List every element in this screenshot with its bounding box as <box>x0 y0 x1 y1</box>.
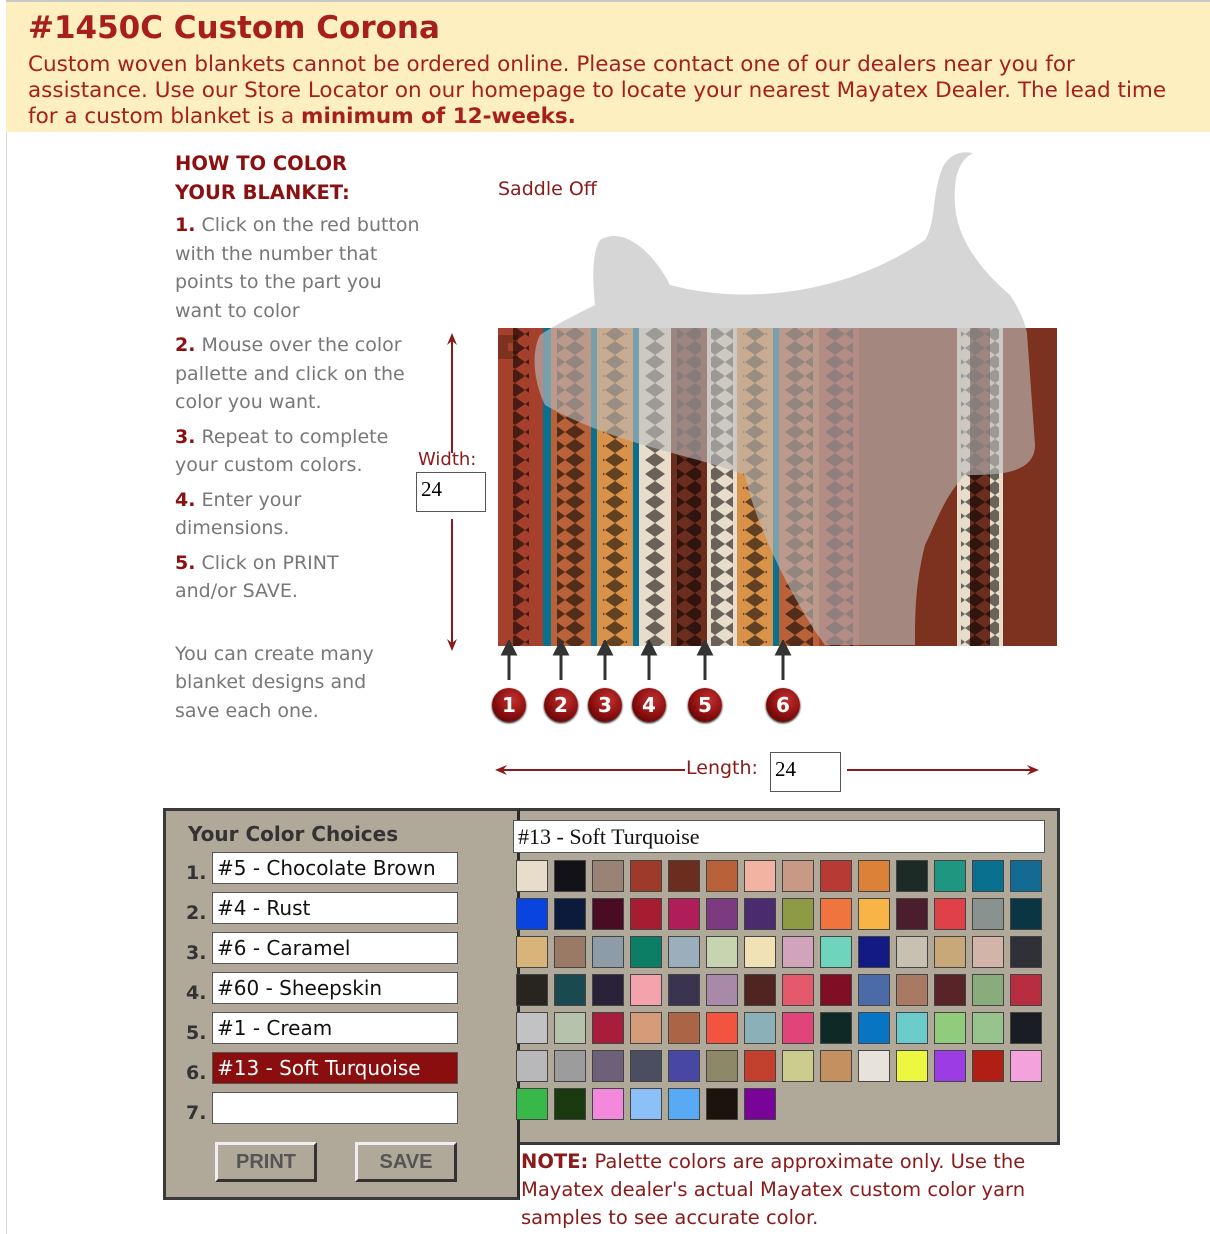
color-choice-2[interactable]: #4 - Rust <box>212 892 458 924</box>
color-swatch[interactable] <box>706 974 738 1006</box>
color-swatch[interactable] <box>516 898 548 930</box>
color-swatch[interactable] <box>592 1050 624 1082</box>
color-swatch[interactable] <box>668 1012 700 1044</box>
lead-time-emphasis: minimum of 12-weeks. <box>301 104 576 129</box>
color-swatch[interactable] <box>744 936 776 968</box>
save-hint: You can create many blanket designs and save each one. <box>175 642 374 722</box>
color-swatch[interactable] <box>668 1050 700 1082</box>
color-swatch[interactable] <box>706 898 738 930</box>
color-choice-5[interactable]: #1 - Cream <box>212 1012 458 1044</box>
color-swatch[interactable] <box>1010 936 1042 968</box>
color-swatch[interactable] <box>782 1050 814 1082</box>
color-swatch[interactable] <box>782 936 814 968</box>
color-swatch[interactable] <box>516 936 548 968</box>
color-swatch[interactable] <box>1010 974 1042 1006</box>
info-banner <box>6 0 1210 132</box>
color-swatch[interactable] <box>744 860 776 892</box>
color-swatch[interactable] <box>744 1012 776 1044</box>
part-button-5[interactable]: 5 <box>688 688 722 722</box>
color-swatch[interactable] <box>820 860 852 892</box>
color-swatch[interactable] <box>592 898 624 930</box>
color-swatch[interactable] <box>630 1088 662 1120</box>
color-swatch[interactable] <box>554 898 586 930</box>
color-swatch[interactable] <box>744 898 776 930</box>
how-to-instructions <box>175 150 425 725</box>
color-swatch[interactable] <box>744 1088 776 1120</box>
color-swatch[interactable] <box>706 1050 738 1082</box>
palette-note: NOTE: Palette colors are approximate only. Use the Mayatex dealer's actual Mayatex custom color yarn samples to see accurate color. <box>521 1150 1026 1229</box>
color-swatch[interactable] <box>896 1050 928 1082</box>
color-swatch[interactable] <box>820 1012 852 1044</box>
color-swatch[interactable] <box>744 1050 776 1082</box>
how-to-heading: HOW TO COLOR YOUR BLANKET: <box>175 152 350 204</box>
color-swatch[interactable] <box>934 1050 966 1082</box>
color-swatch[interactable] <box>858 898 890 930</box>
color-swatch[interactable] <box>554 1088 586 1120</box>
color-swatch[interactable] <box>516 974 548 1006</box>
print-button[interactable]: PRINT <box>215 1142 317 1182</box>
part-button-2[interactable]: 2 <box>544 688 578 722</box>
color-swatch[interactable] <box>972 898 1004 930</box>
divider <box>6 132 7 1234</box>
step-1: 1. Click on the red button with the number that points to the part you want to color <box>175 214 420 322</box>
color-swatch[interactable] <box>706 1012 738 1044</box>
color-swatch[interactable] <box>820 974 852 1006</box>
color-swatch[interactable] <box>858 860 890 892</box>
color-swatch[interactable] <box>554 860 586 892</box>
color-swatch[interactable] <box>554 974 586 1006</box>
color-swatch[interactable] <box>554 936 586 968</box>
color-swatch[interactable] <box>972 1050 1004 1082</box>
color-swatch[interactable] <box>934 898 966 930</box>
color-swatch[interactable] <box>516 860 548 892</box>
color-swatch[interactable] <box>896 860 928 892</box>
color-swatch[interactable] <box>782 974 814 1006</box>
lead-time-notice: Custom woven blankets cannot be ordered online. Please contact one of our dealers near you for assistance. Use our Store Locator on our homepage to locate your nearest Mayatex Dealer. The lead time for a custom blanket is a minimum of 12-weeks. <box>28 52 1167 129</box>
color-swatch[interactable] <box>896 898 928 930</box>
saddle-off-toggle[interactable]: Saddle Off <box>498 178 597 200</box>
color-swatch[interactable] <box>630 936 662 968</box>
color-swatch[interactable] <box>516 1088 548 1120</box>
color-swatch[interactable] <box>668 898 700 930</box>
color-swatch[interactable] <box>744 974 776 1006</box>
color-swatch[interactable] <box>858 936 890 968</box>
part-button-6[interactable]: 6 <box>766 688 800 722</box>
color-swatch[interactable] <box>554 1050 586 1082</box>
color-swatch[interactable] <box>896 974 928 1006</box>
color-choice-7[interactable] <box>212 1092 458 1124</box>
part-button-4[interactable]: 4 <box>632 688 666 722</box>
color-swatch[interactable] <box>592 1088 624 1120</box>
length-input[interactable]: 24 <box>770 752 841 792</box>
color-swatch[interactable] <box>592 974 624 1006</box>
color-swatch[interactable] <box>516 1050 548 1082</box>
color-swatch[interactable] <box>820 936 852 968</box>
color-swatch[interactable] <box>972 974 1004 1006</box>
color-swatch[interactable] <box>630 860 662 892</box>
color-swatch[interactable] <box>858 1050 890 1082</box>
color-swatch[interactable] <box>668 1088 700 1120</box>
page-title: #1450C Custom Corona <box>28 10 440 46</box>
color-swatch[interactable] <box>1010 898 1042 930</box>
part-button-3[interactable]: 3 <box>588 688 622 722</box>
color-swatch[interactable] <box>668 936 700 968</box>
save-button[interactable]: SAVE <box>355 1142 457 1182</box>
part-button-1[interactable]: 1 <box>492 688 526 722</box>
color-swatch[interactable] <box>706 860 738 892</box>
color-swatch[interactable] <box>630 898 662 930</box>
color-swatch[interactable] <box>630 1012 662 1044</box>
color-swatch[interactable] <box>934 974 966 1006</box>
color-swatch[interactable] <box>516 1012 548 1044</box>
selected-color-name: #13 - Soft Turquoise <box>513 820 1045 853</box>
color-choice-4[interactable]: #60 - Sheepskin <box>212 972 458 1004</box>
color-swatch[interactable] <box>554 1012 586 1044</box>
color-swatch[interactable] <box>668 860 700 892</box>
part-arrows <box>495 640 825 685</box>
color-swatch[interactable] <box>706 1088 738 1120</box>
step-2: 2. Mouse over the color pallette and click on the color you want. <box>175 334 405 413</box>
step-4: 4. Enter your dimensions. <box>175 488 302 539</box>
step-5: 5. Click on PRINT and/or SAVE. <box>175 551 339 602</box>
length-arrow-icon <box>495 760 1040 780</box>
color-swatch[interactable] <box>706 936 738 968</box>
color-choices-title: Your Color Choices <box>188 822 399 846</box>
length-label: Length: <box>686 757 758 779</box>
color-swatch[interactable] <box>896 936 928 968</box>
color-swatch[interactable] <box>896 1012 928 1044</box>
color-swatch[interactable] <box>1010 860 1042 892</box>
color-swatch[interactable] <box>858 1012 890 1044</box>
width-input[interactable]: 24 <box>416 472 486 512</box>
color-swatch[interactable] <box>972 936 1004 968</box>
color-swatch[interactable] <box>972 1012 1004 1044</box>
color-swatch[interactable] <box>1010 1050 1042 1082</box>
color-swatch[interactable] <box>934 1012 966 1044</box>
color-swatch[interactable] <box>630 1050 662 1082</box>
color-swatch[interactable] <box>592 1012 624 1044</box>
color-choice-1[interactable]: #5 - Chocolate Brown <box>212 852 458 884</box>
color-swatch[interactable] <box>820 898 852 930</box>
color-swatch[interactable] <box>934 936 966 968</box>
width-label: Width: <box>418 449 477 470</box>
color-swatch[interactable] <box>630 974 662 1006</box>
color-swatch[interactable] <box>934 860 966 892</box>
color-swatch[interactable] <box>972 860 1004 892</box>
blanket-preview <box>495 145 1060 650</box>
color-swatch[interactable] <box>592 936 624 968</box>
color-choice-3[interactable]: #6 - Caramel <box>212 932 458 964</box>
color-swatch[interactable] <box>820 1050 852 1082</box>
color-swatch[interactable] <box>858 974 890 1006</box>
color-swatch[interactable] <box>782 898 814 930</box>
color-swatch[interactable] <box>1010 1012 1042 1044</box>
color-swatch[interactable] <box>668 974 700 1006</box>
color-choice-6[interactable]: #13 - Soft Turquoise <box>212 1052 458 1084</box>
step-3: 3. Repeat to complete your custom colors. <box>175 425 389 476</box>
color-swatch[interactable] <box>782 860 814 892</box>
color-swatch[interactable] <box>592 860 624 892</box>
color-swatch[interactable] <box>782 1012 814 1044</box>
